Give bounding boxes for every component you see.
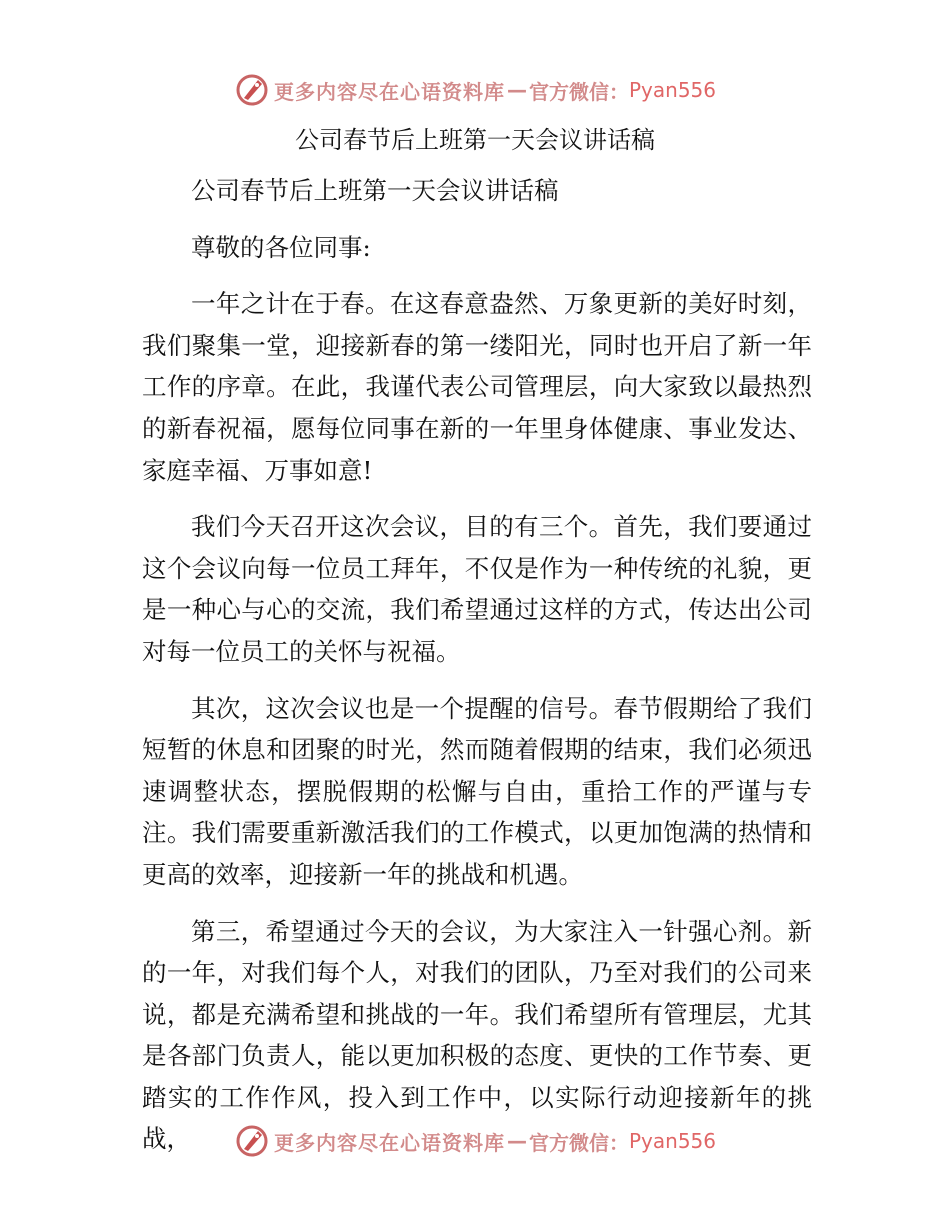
document-title: 公司春节后上班第一天会议讲话稿 bbox=[295, 126, 655, 154]
watermark-text: 更多内容尽在心语资料库 bbox=[273, 1130, 505, 1155]
watermark-text: 更多内容尽在心语资料库 bbox=[273, 79, 505, 104]
header-watermark bbox=[0, 70, 950, 110]
watermark-label: 官方微信： bbox=[528, 1130, 629, 1155]
pen-nib-logo-icon bbox=[234, 72, 270, 108]
watermark-wechat-id: Pyan556 bbox=[628, 1129, 716, 1153]
paragraph: 其次，这次会议也是一个提醒的信号。春节假期给了我们短暂的休息和团聚的时光，然而随着假期的结束，我们必须迅速调整状态，摆脱假期的松懈与自由，重拾工作的严谨与专注。我们需要重新激活我们的工作模式，以更加饱满的热情和更高的效率，迎接新一年的挑战和机遇。 bbox=[142, 693, 812, 889]
watermark-separator: — bbox=[506, 1129, 527, 1153]
paragraph: 公司春节后上班第一天会议讲话稿 bbox=[191, 176, 559, 205]
paragraph: 第三，希望通过今天的会议，为大家注入一针强心剂。新的一年，对我们每个人，对我们的团队，乃至对我们的公司来说，都是充满希望和挑战的一年。我们希望所有管理层，尤其是各部门负责人，能以更加积极的态度、更快的工作节奏、更踏实的工作作风，投入到工作中，以实际行动迎接新年的挑战， bbox=[142, 916, 812, 1154]
paragraph: 尊敬的各位同事: bbox=[191, 232, 371, 262]
pen-nib-logo-icon bbox=[234, 1123, 270, 1159]
document-body bbox=[142, 170, 812, 1175]
paragraph: 我们今天召开这次会议，目的有三个。首先，我们要通过这个会议向每一位员工拜年，不仅是作为一种传统的礼貌，更是一种心与心的交流，我们希望通过这样的方式，传达出公司对每一位员工的关怀与祝福。 bbox=[142, 512, 812, 666]
watermark-wechat-id: Pyan556 bbox=[628, 78, 716, 102]
watermark-label: 官方微信： bbox=[528, 79, 629, 104]
footer-watermark bbox=[0, 1121, 950, 1161]
watermark-separator: — bbox=[506, 78, 527, 102]
paragraph: 一年之计在于春。在这春意盎然、万象更新的美好时刻，我们聚集一堂，迎接新春的第一缕阳光，同时也开启了新一年工作的序章。在此，我谨代表公司管理层，向大家致以最热烈的新春祝福，愿每位同事在新的一年里身体健康、事业发达、家庭幸福、万事如意! bbox=[142, 289, 812, 485]
